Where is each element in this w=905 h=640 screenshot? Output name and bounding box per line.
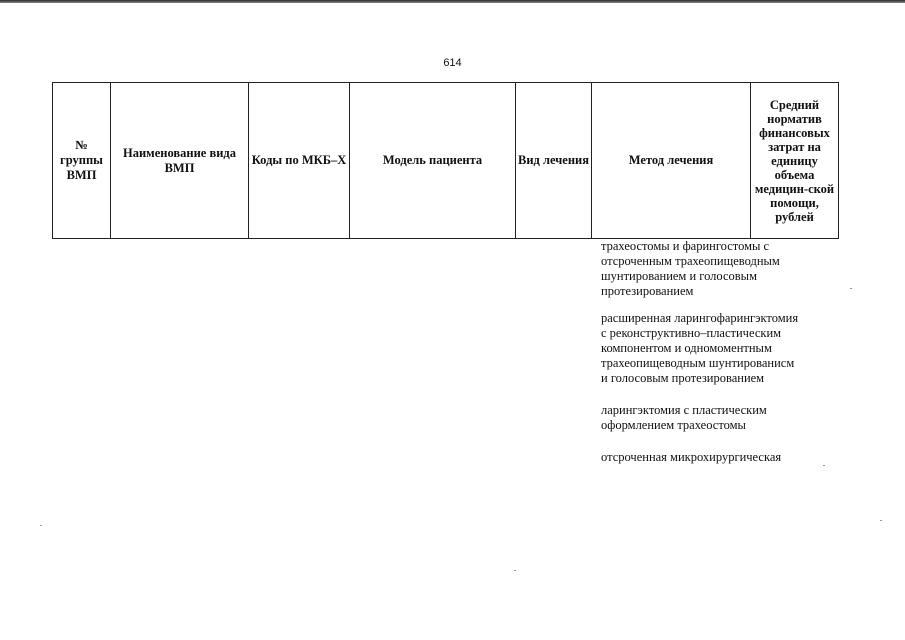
header-row bbox=[53, 83, 839, 239]
header-group-number: № группы ВМП bbox=[53, 83, 111, 239]
scan-edge bbox=[0, 0, 905, 3]
scan-speck bbox=[514, 570, 516, 571]
treatment-method-item: отсроченная микрохирургическая bbox=[601, 450, 782, 464]
treatment-method-item: трахеостомы и фарингостомы с отсроченным трахеопищеводным шунтированием и голосовым протезированием bbox=[601, 239, 780, 298]
treatment-method-item: расширенная ларингофарингэктомия с реконструктивно–пластическим компонентом и одномоментным трахеопищеводным шунтированисм и голосовым протезированием bbox=[601, 311, 799, 385]
header-icd-codes: Коды по МКБ–Х bbox=[249, 83, 350, 239]
header-table bbox=[52, 82, 839, 239]
page-number: 614 bbox=[443, 57, 462, 69]
header-average-cost: Средний норматив финансовых затрат на единицу объема медицин-ской помощи, рублей bbox=[751, 83, 839, 239]
scan-speck bbox=[40, 525, 42, 526]
scan-speck bbox=[880, 520, 882, 521]
header-patient-model: Модель пациента bbox=[350, 83, 516, 239]
treatment-methods-column bbox=[601, 239, 801, 477]
scan-speck bbox=[850, 288, 852, 289]
header-vmp-name: Наименование вида ВМП bbox=[111, 83, 249, 239]
header-treatment-method: Метод лечения bbox=[592, 83, 751, 239]
treatment-method-item: ларингэктомия с пластическим оформлением трахеостомы bbox=[601, 403, 767, 432]
scan-speck bbox=[823, 465, 825, 466]
header-treatment-type: Вид лечения bbox=[516, 83, 592, 239]
